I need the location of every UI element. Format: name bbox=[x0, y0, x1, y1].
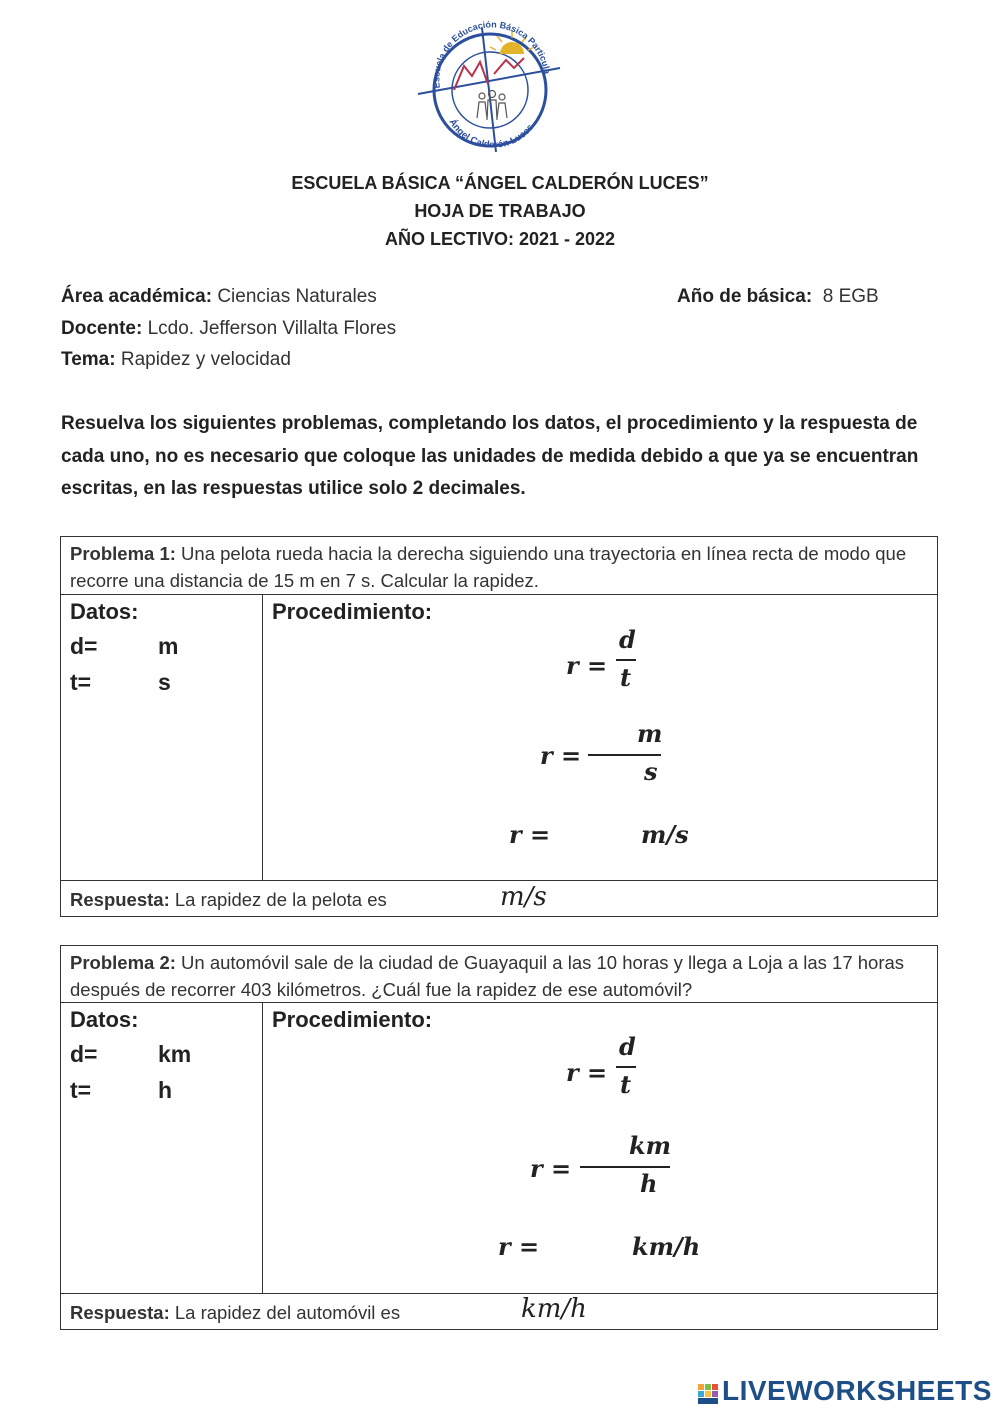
step3-unit: km/h bbox=[632, 1232, 701, 1261]
problem-label: Problema 2: bbox=[70, 952, 176, 973]
school-year: AÑO LECTIVO: 2021 - 2022 bbox=[384, 229, 616, 249]
instructions: Resuelva los siguientes problemas, completando los datos, el procedimiento y la respuesta de cada uno, no es necesario que coloque las unidades de medida debido a que ya se encuentran escritas, en las respuestas utilice solo 2 decimales. bbox=[61, 413, 919, 499]
area-label: Área académica: bbox=[61, 286, 213, 307]
area-value: Ciencias Naturales bbox=[217, 286, 377, 307]
formula-denominator: t bbox=[620, 1070, 632, 1099]
grade-row bbox=[677, 286, 879, 308]
answer-unit: km/h bbox=[521, 1294, 587, 1324]
formula-lhs: r = bbox=[566, 1058, 608, 1087]
procedimiento-title: Procedimiento: bbox=[272, 599, 433, 624]
datos-cell bbox=[61, 595, 263, 880]
topic-label: Tema: bbox=[61, 349, 116, 370]
answer-label: Respuesta: bbox=[70, 889, 170, 910]
fraction-bar bbox=[616, 659, 636, 661]
answer-unit: m/s bbox=[500, 882, 547, 912]
answer-row[interactable] bbox=[61, 1294, 937, 1329]
svg-text:Ángel Calderón Luces bbox=[447, 117, 536, 151]
fraction-bar bbox=[588, 754, 661, 756]
distance-unit: m bbox=[158, 633, 179, 659]
formula-denominator: t bbox=[620, 663, 632, 692]
formula-numerator: d bbox=[619, 625, 636, 654]
answer-label: Respuesta: bbox=[70, 1302, 170, 1323]
step2-numerator-unit: km bbox=[629, 1131, 672, 1160]
time-field[interactable] bbox=[70, 1077, 253, 1105]
liveworksheets-logo-icon bbox=[696, 1376, 720, 1410]
step3-unit: m/s bbox=[641, 820, 689, 849]
formula-numerator: d bbox=[619, 1032, 636, 1061]
problem-text: Un automóvil sale de la ciudad de Guayaquil a las 10 horas y llega a Loja a las 17 horas después de recorrer 403 kilómetros. ¿Cuál fue la rapidez de ese automóvil? bbox=[70, 952, 905, 1000]
teacher-row bbox=[61, 318, 396, 340]
formula-lhs: r = bbox=[566, 651, 608, 680]
fraction-bar bbox=[580, 1166, 670, 1168]
topic-value: Rapidez y velocidad bbox=[120, 349, 291, 370]
watermark-text[interactable]: LIVEWORKSHEETS bbox=[722, 1375, 992, 1406]
teacher-label: Docente: bbox=[61, 318, 143, 339]
datos-title: Datos: bbox=[70, 1007, 139, 1032]
teacher-value: Lcdo. Jefferson Villalta Flores bbox=[147, 318, 397, 339]
fraction-bar bbox=[616, 1066, 636, 1068]
procedimiento-cell bbox=[263, 1003, 937, 1293]
distance-label: d= bbox=[70, 1041, 98, 1067]
grade-label: Año de básica: bbox=[677, 286, 813, 307]
logo-top-text: Escuela de Educación Básica Particula bbox=[431, 19, 553, 89]
distance-unit: km bbox=[158, 1041, 192, 1067]
step3-lhs: r = bbox=[509, 820, 551, 849]
sheet-title: HOJA DE TRABAJO bbox=[414, 201, 586, 221]
problem-body bbox=[61, 1003, 937, 1294]
problem-text: Una pelota rueda hacia la derecha siguiendo una trayectoria en línea recta de modo que recorre una distancia de 15 m en 7 s. Calcular la rapidez. bbox=[70, 543, 907, 591]
distance-label: d= bbox=[70, 633, 98, 659]
topic-row bbox=[61, 349, 291, 371]
time-field[interactable] bbox=[70, 669, 253, 697]
svg-text:Escuela de Educación Básica Pa bbox=[410, 10, 552, 89]
procedimiento-title: Procedimiento: bbox=[272, 1007, 433, 1032]
step2-denominator-unit: h bbox=[640, 1169, 658, 1198]
problem-statement bbox=[61, 946, 937, 1003]
time-unit: h bbox=[158, 1077, 173, 1103]
problem-1 bbox=[60, 536, 938, 917]
problem-2 bbox=[60, 945, 938, 1330]
area-row bbox=[61, 286, 377, 308]
step2-denominator-unit: s bbox=[644, 757, 658, 786]
problem-body bbox=[61, 595, 937, 881]
step3-lhs: r = bbox=[498, 1232, 540, 1261]
step2-lhs: r = bbox=[530, 1154, 572, 1183]
datos-cell bbox=[61, 1003, 263, 1293]
problem-label: Problema 1: bbox=[70, 543, 176, 564]
school-name: ESCUELA BÁSICA “ÁNGEL CALDERÓN LUCES” bbox=[291, 173, 709, 193]
answer-row[interactable] bbox=[61, 881, 937, 916]
step2-lhs: r = bbox=[540, 741, 582, 770]
grade-value: 8 EGB bbox=[822, 286, 879, 307]
distance-field[interactable] bbox=[70, 633, 253, 661]
logo-bottom-text: Ángel Calderón Luces bbox=[446, 117, 536, 151]
school-logo bbox=[410, 10, 570, 160]
answer-text: La rapidez de la pelota es bbox=[174, 889, 387, 910]
procedimiento-cell bbox=[263, 595, 937, 880]
time-label: t= bbox=[70, 1077, 92, 1103]
answer-text: La rapidez del automóvil es bbox=[174, 1302, 401, 1323]
step2-numerator-unit: m bbox=[637, 719, 663, 748]
time-unit: s bbox=[158, 669, 171, 695]
datos-title: Datos: bbox=[70, 599, 139, 624]
time-label: t= bbox=[70, 669, 92, 695]
problem-statement bbox=[61, 537, 937, 595]
distance-field[interactable] bbox=[70, 1041, 253, 1069]
